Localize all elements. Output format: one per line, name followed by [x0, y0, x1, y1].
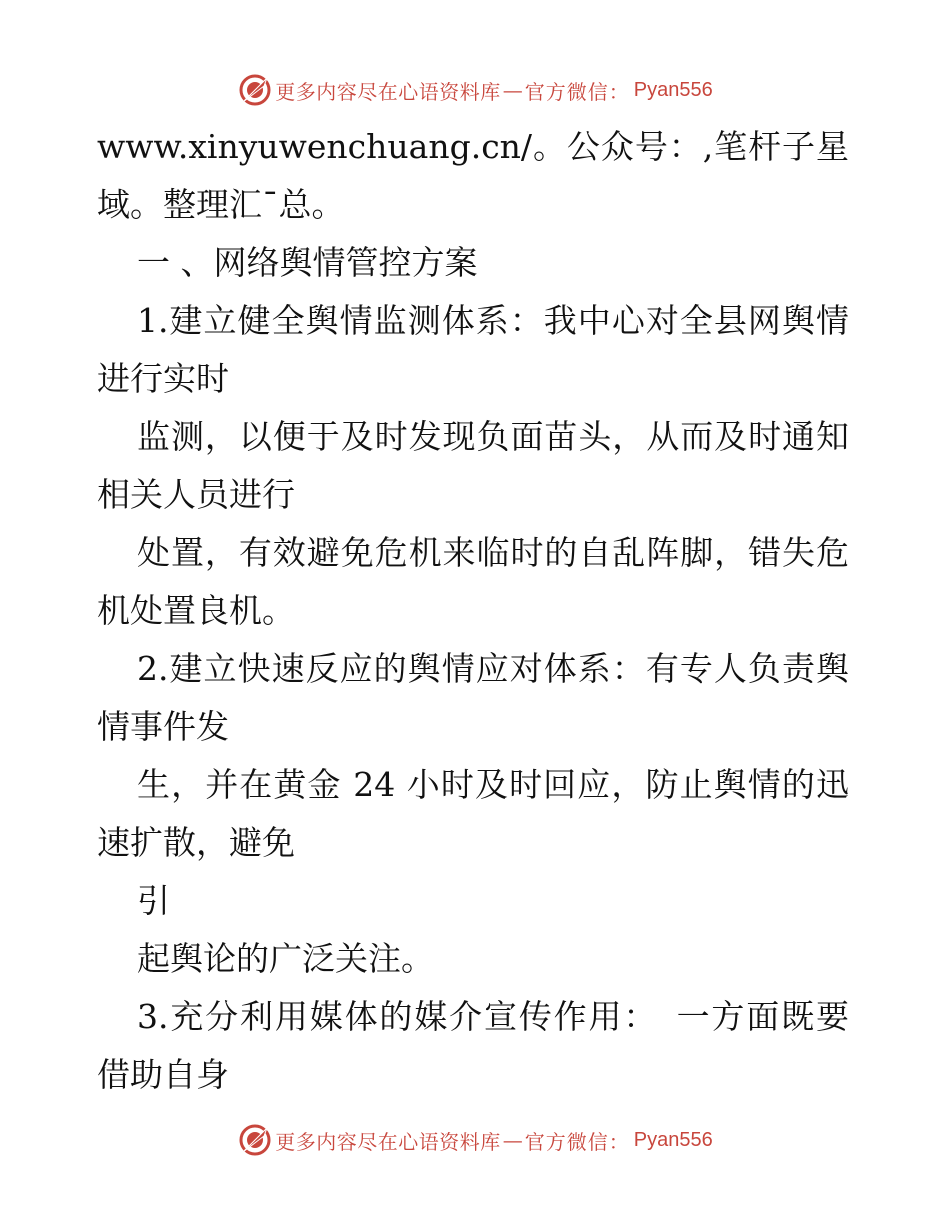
banner-separator: —	[502, 78, 523, 102]
text-line: 域。整理汇¯总。	[97, 185, 345, 224]
quill-circle-icon	[237, 72, 273, 108]
banner-wechat-id: Pyan556	[633, 1128, 713, 1151]
text-line: 处置，有效避免危机来临时的自乱阵脚，错失危	[137, 533, 849, 572]
text-line: 借助自身	[97, 1055, 229, 1094]
banner-wechat-id: Pyan556	[633, 78, 713, 101]
text-line: 进行实时	[97, 359, 229, 398]
text-line: 生，并在黄金 24 小时及时回应，防止舆情的迅	[137, 765, 849, 804]
banner-separator: —	[502, 1128, 523, 1152]
text-line: 监测，以便于及时发现负面苗头，从而及时通知	[137, 417, 849, 456]
header-banner	[0, 70, 950, 110]
text-line: 2.建立快速反应的舆情应对体系：有专人负责舆	[137, 649, 849, 688]
text-line: 起舆论的广泛关注。	[137, 939, 434, 978]
section-heading: 一 、网络舆情管控方案	[137, 243, 478, 282]
text-line: www.xinyuwenchuang.cn/。公众号：,笔杆子星	[97, 127, 849, 166]
banner-wechat-label: 官方微信：	[524, 1129, 630, 1154]
banner-brand-text: 更多内容尽在心语资料库	[275, 79, 501, 104]
quill-circle-icon	[237, 1122, 273, 1158]
text-line: 情事件发	[97, 707, 229, 746]
text-line: 3.充分利用媒体的媒介宣传作用： 一方面既要	[137, 997, 849, 1036]
banner-wechat-label: 官方微信：	[524, 79, 630, 104]
footer-banner	[0, 1120, 950, 1160]
document-body	[97, 118, 867, 1104]
text-line: 1.建立健全舆情监测体系：我中心对全县网舆情	[137, 301, 849, 340]
banner-brand-text: 更多内容尽在心语资料库	[275, 1129, 501, 1154]
text-line: 引	[137, 881, 170, 920]
text-line: 相关人员进行	[97, 475, 295, 514]
text-line: 机处置良机。	[97, 591, 295, 630]
text-line: 速扩散，避免	[97, 823, 295, 862]
